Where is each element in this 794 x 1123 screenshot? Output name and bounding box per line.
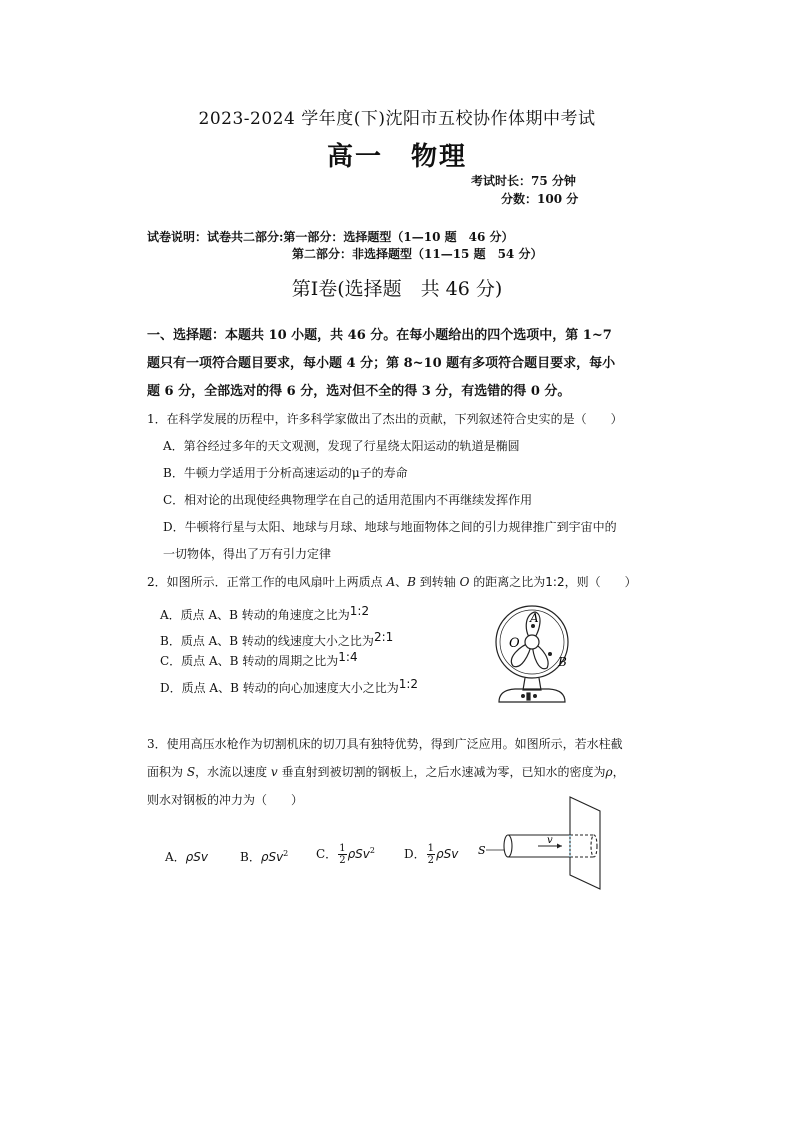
volume-title: 第Ⅰ卷(选择题 共 46 分) <box>291 278 503 300</box>
q2-option-b-text: B．质点 A、B 转动的线速度大小之比为 <box>160 634 374 648</box>
q3-symbol-s: S <box>186 765 196 779</box>
instructions-line-1: 试卷说明：试卷共二部分:第一部分：选择题型（1—10 题 46 分） <box>147 230 514 244</box>
q3-option-d <box>404 843 458 866</box>
fan-hub <box>525 635 539 649</box>
q3-symbol-rho: ρ <box>605 765 613 779</box>
q3-option-d-numerator: 1 <box>427 843 434 854</box>
q1-option-b: B．牛顿力学适用于分析高速运动的μ子的寿命 <box>163 466 408 480</box>
instructions-line-2: 第二部分：非选择题型（11—15 题 54 分） <box>292 247 543 261</box>
q3-option-a <box>165 848 208 865</box>
section-1-line-3: 题 6 分，全部选对的得 6 分，选对但不全的得 3 分，有选错的得 0 分。 <box>147 384 571 399</box>
q3-option-c <box>316 843 375 866</box>
q3-option-a-label: A． <box>165 850 186 864</box>
q3-option-d-expr: ρSv <box>436 847 459 861</box>
velocity-arrowhead <box>557 844 562 849</box>
q2-option-d-text: D．质点 A、B 转动的向心加速度大小之比为 <box>160 681 399 695</box>
fan-point-b <box>548 652 552 656</box>
figure-label-v: v <box>547 835 553 846</box>
fan-label-o: O <box>509 636 520 651</box>
q3-option-d-denominator: 2 <box>427 855 434 866</box>
q3-option-a-expr: ρSv <box>185 850 209 864</box>
q3-line-2-part-1: 面积为 <box>147 765 187 779</box>
q2-option-c-text: C．质点 A、B 转动的周期之比为 <box>160 654 339 668</box>
q2-axis-o: O <box>459 575 470 589</box>
q2-option-d <box>160 679 418 696</box>
q3-line-1: 3．使用高压水枪作为切割机床的切刀具有独特优势，得到广泛应用。如图所示，若水柱截 <box>147 737 623 751</box>
q2-option-c <box>160 652 358 669</box>
steel-plate <box>570 797 600 889</box>
q2-stem-part-2: 到转轴 <box>415 575 460 589</box>
water-column-end <box>504 835 512 857</box>
q1-stem: 1．在科学发展的历程中，许多科学家做出了杰出的贡献，下列叙述符合史实的是（ ） <box>147 412 623 426</box>
fan-label-b: B <box>558 655 567 669</box>
q2-option-c-value: 1:4 <box>338 650 358 664</box>
electric-fan-figure <box>485 600 585 708</box>
q3-option-c-numerator: 1 <box>339 843 346 854</box>
q3-option-c-fraction <box>338 843 346 866</box>
q2-stem-part-1: 2．如图所示．正常工作的电风扇叶上两质点 <box>147 575 387 589</box>
q3-option-b-power: 2 <box>283 849 289 858</box>
q2-option-a <box>160 606 369 623</box>
exam-score: 分数：100 分 <box>501 192 579 206</box>
water-column-hidden-end <box>591 835 597 857</box>
q2-separator: 、 <box>395 575 408 589</box>
q2-point-a: A <box>386 575 396 589</box>
q3-option-c-power: 2 <box>369 846 375 855</box>
q3-line-2-part-2: ，水流以速度 <box>195 765 271 779</box>
q2-stem-part-4: ，则（ ） <box>564 575 637 589</box>
q1-option-a: A．第谷经过多年的天文观测，发现了行星绕太阳运动的轨道是椭圆 <box>163 439 520 453</box>
fan-stand <box>523 678 541 690</box>
section-1-line-1: 一、选择题：本题共 10 小题，共 46 分。在每小题给出的四个选项中，第 1~7 <box>147 328 612 343</box>
q2-option-a-text: A．质点 A、B 转动的角速度之比为 <box>160 608 350 622</box>
fan-button-1 <box>527 693 530 700</box>
q3-option-d-fraction <box>427 843 435 866</box>
q1-option-d-line-1: D．牛顿将行星与太阳、地球与月球、地球与地面物体之间的引力规律推广到宇宙中的 <box>163 520 617 534</box>
q2-option-d-value: 1:2 <box>398 677 419 691</box>
q2-stem-part-3: 的距离之比为 <box>469 575 546 589</box>
section-1-line-2: 题只有一项符合题目要求，每小题 4 分；第 8~10 题有多项符合题目要求，每小 <box>147 356 616 371</box>
exam-title: 2023-2024 学年度(下)沈阳市五校协作体期中考试 <box>198 109 596 129</box>
q3-option-c-denominator: 2 <box>339 855 346 866</box>
subject-title: 高一 物理 <box>326 142 467 172</box>
figure-label-s: S <box>478 844 486 857</box>
exam-duration: 考试时长：75 分钟 <box>471 174 576 188</box>
q2-stem <box>147 573 637 590</box>
q1-option-c: C．相对论的出现使经典物理学在自己的适用范围内不再继续发挥作用 <box>163 493 533 507</box>
fan-button-2 <box>522 695 525 698</box>
q3-line-2-part-4: ， <box>612 765 625 779</box>
q1-option-d-line-2: 一切物体，得出了万有引力定律 <box>163 547 332 561</box>
q3-option-c-expr: ρSv <box>347 847 370 861</box>
q3-option-d-label: D． <box>404 847 426 861</box>
q3-line-3: 则水对钢板的冲力为（ ） <box>147 793 304 807</box>
q3-line-2 <box>147 763 625 780</box>
q2-option-b-value: 2:1 <box>373 630 394 644</box>
q3-option-b-label: B． <box>240 850 261 864</box>
q3-option-b <box>240 848 288 865</box>
q2-option-a-value: 1:2 <box>349 604 370 618</box>
q3-symbol-v: v <box>270 765 278 779</box>
fan-label-a: A <box>530 611 539 625</box>
fan-base <box>499 689 565 702</box>
q2-option-b <box>160 632 393 649</box>
q3-option-b-expr: ρSv <box>260 850 284 864</box>
water-jet-figure <box>474 793 624 893</box>
q3-line-2-part-3: 垂直射到被切割的钢板上，之后水速减为零，已知水的密度为 <box>277 765 606 779</box>
q2-point-b: B <box>407 575 416 589</box>
fan-button-3 <box>534 695 537 698</box>
q3-option-c-label: C． <box>316 847 338 861</box>
q2-ratio: 1:2 <box>545 575 565 589</box>
